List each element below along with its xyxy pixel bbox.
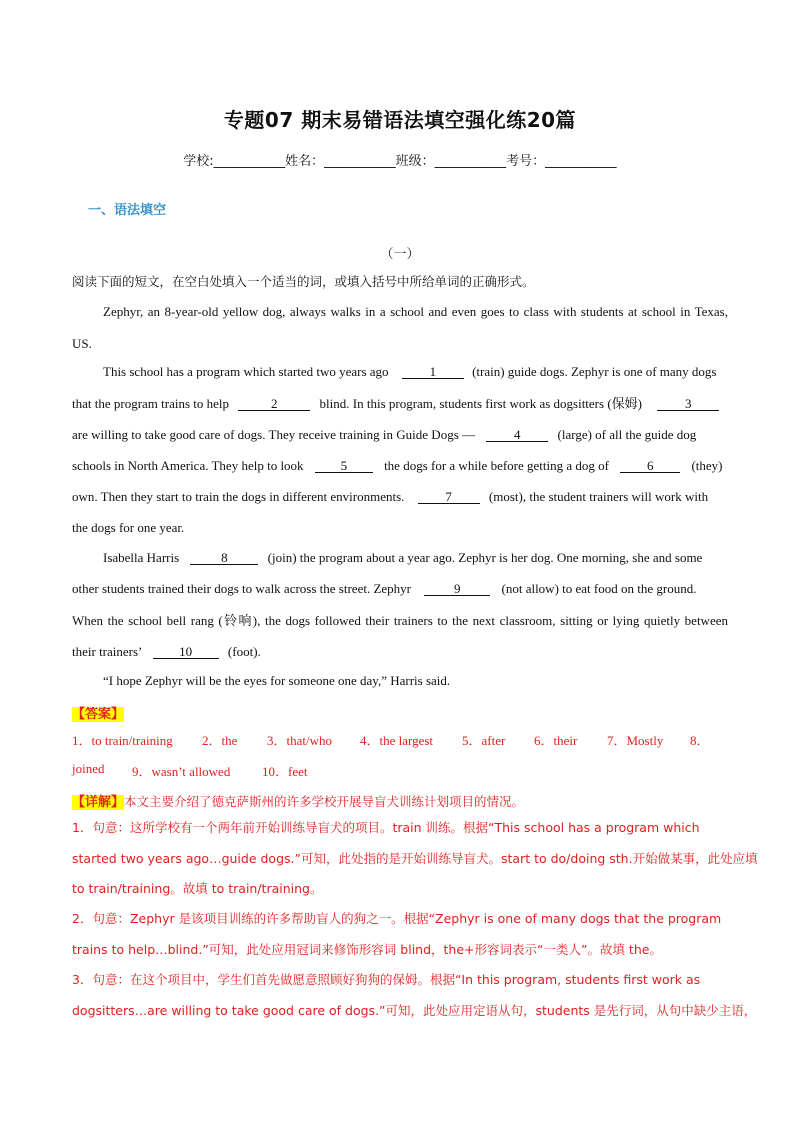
answer-item: 2．the (202, 733, 238, 748)
passage-line (72, 489, 708, 505)
blank-7: 7 (418, 490, 480, 504)
detail-text: 2．句意：Zephyr 是该项目训练的许多帮助盲人的狗之一。根据“Zephyr is one of many dogs that the program (72, 911, 722, 926)
blank-4: 4 (486, 428, 548, 442)
answer-item: 7．Mostly (607, 733, 664, 748)
page-title: 专题07 期末易错语法填空强化练20篇 (223, 108, 577, 132)
passage-text: (train) guide dogs. Zephyr is one of many dogs (472, 364, 717, 379)
answer-item: 8． (690, 733, 710, 748)
passage-text: own. Then they start to train the dogs in different environments. (72, 489, 405, 504)
blank-2: 2 (238, 397, 310, 411)
answer-item: 9．wasn’t allowed (132, 764, 231, 779)
passage-text: schools in North America. They help to look (72, 458, 304, 473)
passage-line: “I hope Zephyr will be the eyes for someone one day,” Harris said. (103, 673, 451, 688)
passage-text: This school has a program which started two years ago (103, 364, 389, 379)
passage-line: When the school bell rang (铃响), the dogs followed their trainers to the next classroom, sitting or lying quietly between (72, 613, 728, 628)
passage-text: (join) the program about a year ago. Zephyr is her dog. One morning, she and some (267, 550, 703, 565)
passage-text: (large) of all the guide dog (557, 427, 697, 442)
passage-text: (not allow) to eat food on the ground. (501, 581, 697, 596)
blank-5: 5 (315, 459, 373, 473)
detail-text: started two years ago…guide dogs.”可知，此处指的是开始训练导盲犬。start to do/doing sth.开始做某事，此处应填 (72, 851, 758, 866)
blank-6: 6 (620, 459, 680, 473)
answer-item: 3．that/who (267, 733, 332, 748)
passage-text: (most), the student trainers will work with (488, 489, 709, 504)
passage-number: （一） (380, 247, 420, 262)
student-info-line: 学校:___________姓名：___________班级：___________考号：___________ (183, 154, 617, 169)
blank-10: 10 (153, 645, 219, 659)
detail-text: 3．句意：在这个项目中，学生们首先做愿意照顾好狗狗的保姆。根据“In this program, students first work as (72, 972, 701, 987)
answer-item: 5．after (462, 733, 506, 748)
passage-line (72, 458, 723, 474)
blank-9: 9 (424, 582, 490, 596)
passage-line (103, 364, 717, 380)
passage-line: the dogs for one year. (72, 520, 185, 535)
detail-tag: 【详解】 (72, 795, 125, 810)
answer-item: joined (72, 761, 105, 776)
passage-line: US. (72, 336, 92, 351)
detail-text: to train/training。故填 to train/training。 (72, 881, 323, 896)
passage-line: Zephyr, an 8-year-old yellow dog, always walks in a school and even goes to class with students at school in Texas, (103, 304, 728, 319)
answer-item: 1．to train/training (72, 733, 173, 748)
blank-3: 3 (657, 397, 719, 411)
passage-text: that the program trains to help (72, 396, 230, 411)
passage-line (72, 427, 696, 443)
passage-line (72, 644, 261, 660)
answer-tag: 【答案】 (72, 707, 125, 722)
passage-line (72, 396, 719, 412)
detail-text: 1．句意：这所学校有一个两年前开始训练导盲犬的项目。train 训练。根据“This school has a program which (72, 820, 700, 835)
passage-text: other students trained their dogs to walk across the street. Zephyr (72, 581, 411, 596)
detail-text: dogsitters…are willing to take good care of dogs.”可知，此处应用定语从句，students 是先行词，从句中缺少主语， (72, 1003, 757, 1018)
passage-text: Isabella Harris (103, 550, 180, 565)
answer-item: 4．the largest (360, 733, 434, 748)
passage-line (72, 581, 696, 597)
passage-text: (foot). (227, 644, 261, 659)
blank-1: 1 (402, 365, 464, 379)
detail-line (72, 791, 524, 810)
answer-item: 10．feet (262, 764, 308, 779)
passage-text: blind. In this program, students first work as dogsitters (保姆) (319, 396, 642, 411)
detail-intro: 本文主要介绍了德克萨斯州的许多学校开展导盲犬训练计划项目的情况。 (124, 794, 525, 809)
blank-8: 8 (190, 551, 258, 565)
detail-text: trains to help…blind.”可知，此处应用冠词来修饰形容词 blind，the+形容词表示“一类人”。故填 the。 (72, 942, 662, 957)
answer-item: 6．their (534, 733, 578, 748)
passage-text: (they) (691, 458, 723, 473)
passage-text: the dogs for a while before getting a dog of (384, 458, 609, 473)
passage-line (103, 550, 702, 566)
passage-text: their trainers’ (72, 644, 142, 659)
instruction-text: 阅读下面的短文，在空白处填入一个适当的词，或填入括号中所给单词的正确形式。 (72, 274, 535, 289)
section-heading: 一、语法填空 (88, 203, 167, 218)
passage-text: are willing to take good care of dogs. They receive training in Guide Dogs — (72, 427, 476, 442)
